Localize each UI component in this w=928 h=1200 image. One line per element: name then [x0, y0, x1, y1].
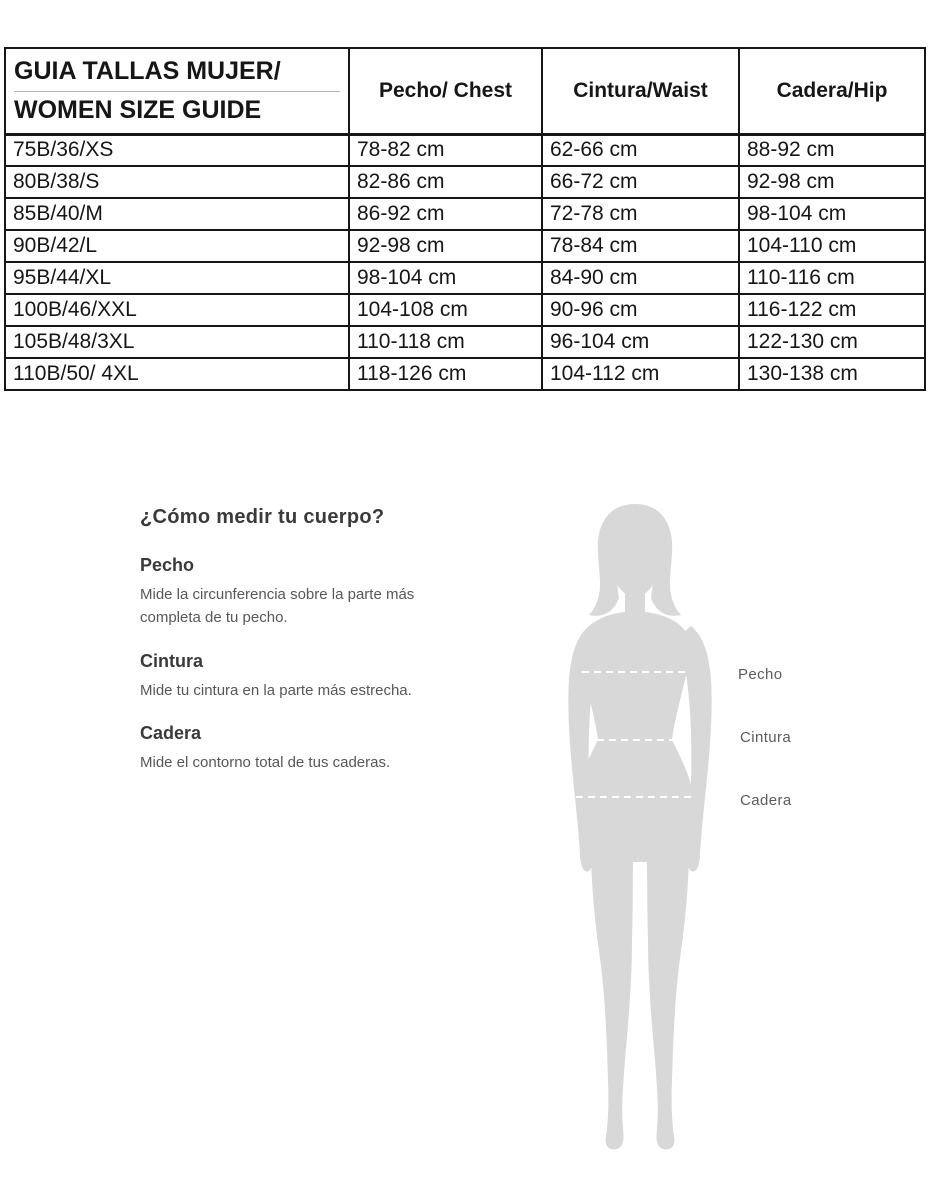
- column-header-waist: Cintura/Waist: [542, 48, 739, 134]
- column-header-chest: Pecho/ Chest: [349, 48, 542, 134]
- size-cell: 105B/48/3XL: [5, 326, 349, 358]
- how-to-measure-title: ¿Cómo medir tu cuerpo?: [140, 506, 385, 528]
- waist-instructions: Mide tu cintura en la parte más estrecha.: [140, 681, 412, 699]
- size-guide-table-container: [4, 47, 926, 391]
- chest-cell: 98-104 cm: [349, 262, 542, 294]
- waist-cell: 90-96 cm: [542, 294, 739, 326]
- hip-cell: 88-92 cm: [739, 134, 925, 166]
- chest-instructions: Mide la circunferencia sobre la parte más completa de tu pecho.: [140, 586, 415, 627]
- table-row: [5, 358, 925, 390]
- table-row: [5, 294, 925, 326]
- chest-heading: Pecho: [140, 555, 195, 575]
- table-row: [5, 230, 925, 262]
- chest-cell: 86-92 cm: [349, 198, 542, 230]
- hip-cell: 122-130 cm: [739, 326, 925, 358]
- table-row: [5, 262, 925, 294]
- figure-label-waist: Cintura: [740, 729, 792, 746]
- right-leg-shape: [647, 800, 690, 1149]
- hip-cell: 98-104 cm: [739, 198, 925, 230]
- waist-heading: Cintura: [140, 650, 203, 671]
- measure-section-chest: [140, 555, 475, 630]
- chest-cell: 110-118 cm: [349, 326, 542, 358]
- hip-cell: 92-98 cm: [739, 166, 925, 198]
- chest-cell: 78-82 cm: [349, 134, 542, 166]
- table-row: [5, 166, 925, 198]
- waist-cell: 96-104 cm: [542, 326, 739, 358]
- table-header-row: [5, 48, 925, 134]
- waist-cell: 72-78 cm: [542, 198, 739, 230]
- hip-cell: 116-122 cm: [739, 294, 925, 326]
- left-leg-shape: [590, 800, 633, 1149]
- table-row: [5, 198, 925, 230]
- chest-cell: 92-98 cm: [349, 230, 542, 262]
- hip-cell: 130-138 cm: [739, 358, 925, 390]
- size-cell: 80B/38/S: [5, 166, 349, 198]
- waist-cell: 78-84 cm: [542, 230, 739, 262]
- chest-cell: 104-108 cm: [349, 294, 542, 326]
- chest-cell: 118-126 cm: [349, 358, 542, 390]
- hip-heading: Cadera: [140, 722, 202, 743]
- measure-section-waist: [140, 651, 475, 702]
- table-title-line2: WOMEN SIZE GUIDE: [14, 95, 262, 124]
- figure-label-chest: Pecho: [738, 666, 783, 683]
- size-cell: 100B/46/XXL: [5, 294, 349, 326]
- size-cell: 90B/42/L: [5, 230, 349, 262]
- figure-label-hip: Cadera: [740, 792, 792, 809]
- female-body-silhouette: [545, 500, 735, 1150]
- waist-cell: 66-72 cm: [542, 166, 739, 198]
- table-title-cell: [5, 48, 349, 134]
- hip-cell: 104-110 cm: [739, 230, 925, 262]
- size-cell: 85B/40/M: [5, 198, 349, 230]
- size-cell: 95B/44/XL: [5, 262, 349, 294]
- table-row: [5, 326, 925, 358]
- table-row: [5, 134, 925, 166]
- size-guide-table: [4, 47, 926, 391]
- table-title-line1: GUIA TALLAS MUJER/: [14, 55, 340, 92]
- measurement-figure: [545, 500, 928, 1160]
- size-cell: 110B/50/ 4XL: [5, 358, 349, 390]
- how-to-measure-section: [140, 506, 475, 795]
- waist-cell: 104-112 cm: [542, 358, 739, 390]
- chest-cell: 82-86 cm: [349, 166, 542, 198]
- waist-cell: 84-90 cm: [542, 262, 739, 294]
- waist-cell: 62-66 cm: [542, 134, 739, 166]
- hip-instructions: Mide el contorno total de tus caderas.: [140, 753, 391, 771]
- measure-section-hip: [140, 723, 475, 774]
- size-cell: 75B/36/XS: [5, 134, 349, 166]
- column-header-hip: Cadera/Hip: [739, 48, 925, 134]
- hip-cell: 110-116 cm: [739, 262, 925, 294]
